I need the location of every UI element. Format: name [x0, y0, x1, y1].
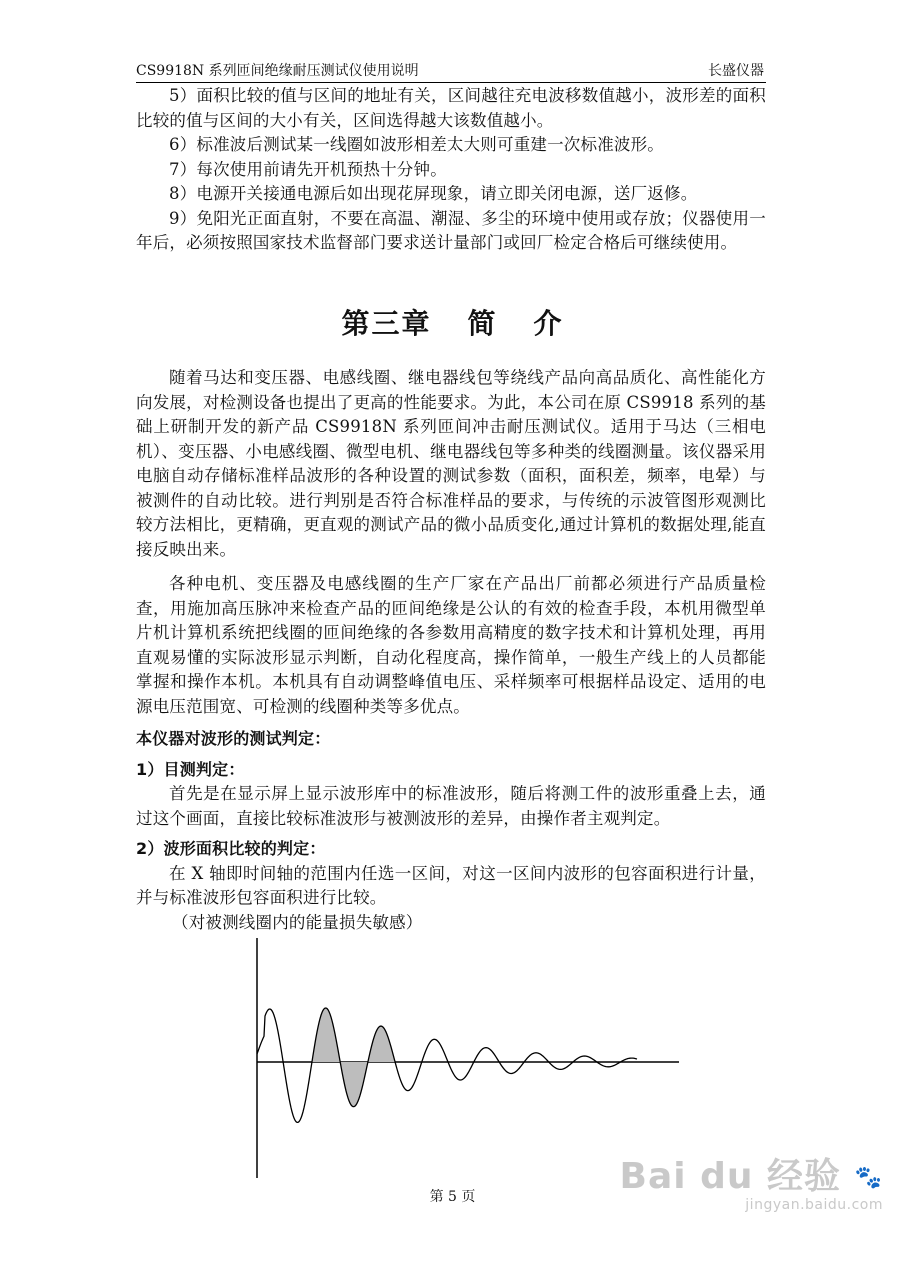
chapter-word-1: 简 [467, 307, 498, 340]
judge-item-2-title: 2）波形面积比较的判定： [136, 839, 326, 858]
chapter-number: 第三章 [341, 307, 432, 340]
chapter-title [0, 302, 905, 342]
note-9: 9）免阳光正面直射，不要在高温、潮湿、多尘的环境中使用或存放；仪器使用一年后，必须按照国家技术监督部门要求送计量部门或回厂检定合格后可继续使用。 [136, 208, 766, 252]
watermark-url: jingyan.baidu.com [745, 1197, 883, 1213]
judge-item-1-text: 首先是在显示屏上显示波形库中的标准波形，随后将测工件的波形重叠上去，通过这个画面，直接比较标准波形与被测波形的差异，由操作者主观判定。 [136, 784, 766, 828]
header-brand: 长盛仪器 [708, 63, 764, 79]
note-6: 6）标准波后测试某一线圈如波形相差太大则可重建一次标准波形。 [169, 135, 664, 154]
waveform-figure [245, 938, 685, 1180]
judge-heading: 本仪器对波形的测试判定： [136, 729, 331, 748]
chapter-body [136, 366, 766, 935]
damped-waveform [257, 1008, 637, 1122]
note-7: 7）每次使用前请先开机预热十分钟。 [169, 159, 447, 179]
judge-item-2-text: 在 X 轴即时间轴的范围内任选一区间，对这一区间内波形的包容面积进行计量，并与标准波形包容面积进行比较。 [136, 863, 766, 907]
watermark-brand: Bai du 经验 🐾 [619, 1156, 883, 1197]
note-5: 5）面积比较的值与区间的地址有关，区间越往充电波移数值越小，波形差的面积比较的值与区间的大小有关，区间选得越大该数值越小。 [136, 86, 766, 130]
header-title: CS9918N 系列匝间绝缘耐压测试仪使用说明 [136, 63, 419, 79]
judge-item-2-note: （对被测线圈内的能量损失敏感） [172, 912, 423, 932]
intro-paragraph-2: 各种电机、变压器及电感线圈的生产厂家在产品出厂前都必须进行产品质量检查，用施加高压脉冲来检查产品的匝间绝缘是公认的有效的检查手段，本机用微型单片机计算机系统把线圈的匝间绝缘的各参数用高精度的数字技术和计算机处理，再用直观易懂的实际波形显示判断，自动化程度高，操作简单，一般生产线上的人员都能掌握和操作本机。本机具有自动调整峰值电压、采样频率可根据样品设定、适用的电源电压范围宽、可检测的线圈种类等多优点。 [136, 574, 766, 716]
page-number: 第 5 页 [429, 1189, 476, 1205]
note-8: 8）电源开关接通电源后如出现花屏现象，请立即关闭电源，送厂返修。 [169, 184, 698, 203]
paw-icon: 🐾 [854, 1165, 883, 1191]
page-header [136, 56, 766, 83]
usage-notes [136, 84, 766, 256]
judge-item-1-title: 1）目测判定： [136, 759, 245, 779]
watermark [620, 1148, 884, 1213]
chapter-word-2: 介 [533, 307, 564, 340]
intro-paragraph-1: 随着马达和变压器、电感线圈、继电器线包等绕线产品向高品质化、高性能化方向发展，对检测设备也提出了更高的性能要求。为此，本公司在原 CS9918 系列的基础上研制开发的新产品 CS9918N 系列匝间冲击耐压测试仪。适用于马达（三相电机）、变压器、小电感线圈、微型电机、继电器线包等多种类的线圈测量。该仪器采用电脑自动存储标准样品波形的各种设置的测试参数（面积，面积差，频率，电晕）与被测件的自动比较。进行判别是否符合标准样品的要求，与传统的示波管图形观测比较方法相比，更精确，更直观的测试产品的微小品质变化,通过计算机的数据处理,能直接反映出来。 [136, 368, 766, 559]
